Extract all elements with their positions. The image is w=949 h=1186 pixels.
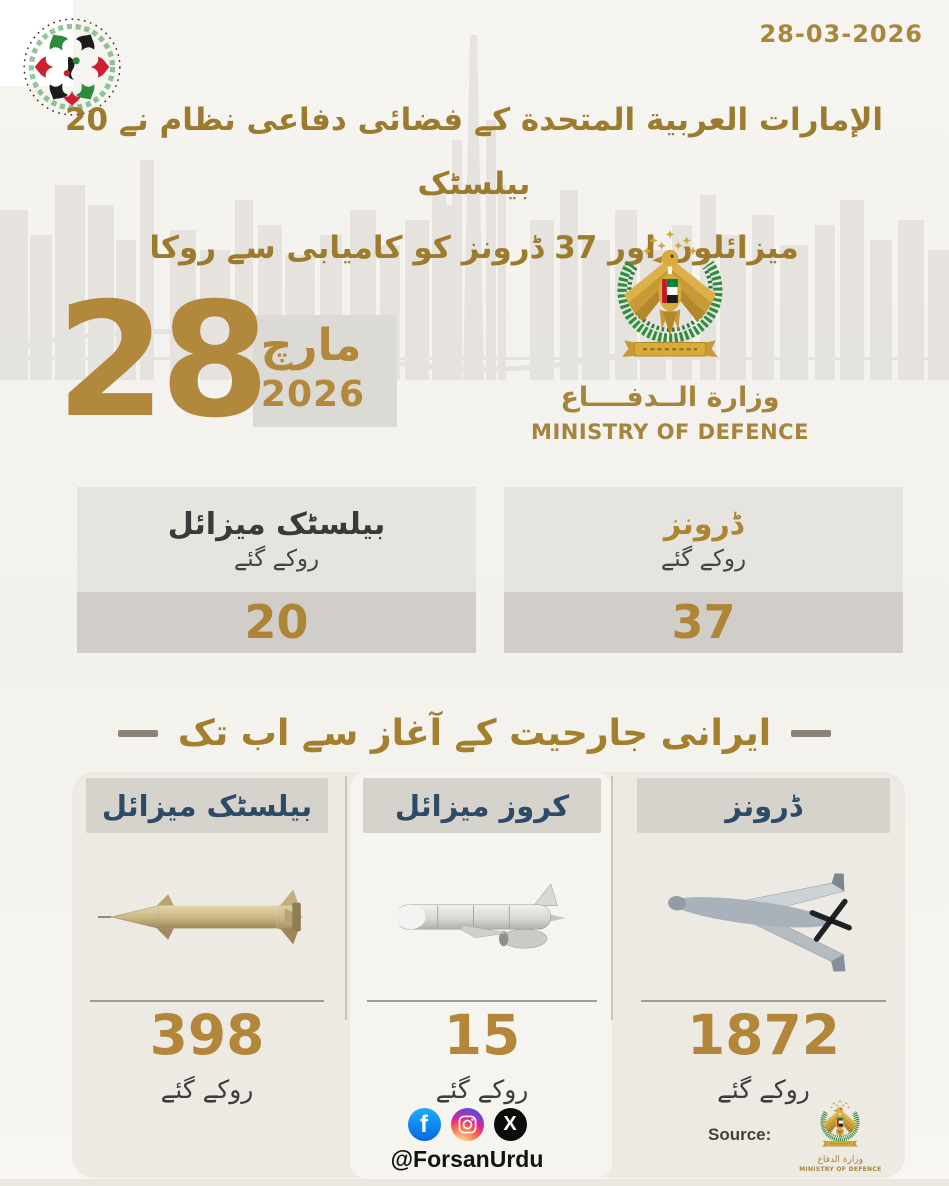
calendar-day: 28: [56, 269, 264, 453]
stat-card-drones-today: [504, 487, 903, 653]
calendar-month: مارچ: [260, 320, 362, 371]
mod-eagle-emblem-icon: [606, 226, 734, 382]
stat-title-ballistic: بیلسٹک میزائل: [167, 507, 386, 542]
separator-line: [90, 1000, 324, 1002]
title-dash-right: [118, 730, 158, 737]
column-value-ballistic: 398: [149, 1003, 265, 1067]
column-header-ballistic: بیلسٹک میزائل: [86, 778, 328, 833]
source-mod-arabic: وزارة الدفاع: [817, 1155, 864, 1165]
column-header-drones: ڈرونز: [637, 778, 891, 833]
headline-line-1: الإمارات العربية المتحدة کے فضائی دفاعی نظام نے 20 بیلسٹک: [64, 102, 884, 202]
stat-title-drones: ڈرونز: [663, 507, 744, 542]
stat-value-drones-today: 37: [671, 595, 736, 649]
section-title: ایرانی جارحیت کے آغاز سے اب تک: [177, 712, 772, 754]
cumulative-stats-panel: [72, 772, 905, 1178]
column-subtitle-intercepted: روکے گئے: [435, 1075, 529, 1104]
source-label: Source:: [708, 1125, 772, 1145]
calendar-year: 2026: [260, 374, 366, 415]
stat-card-ballistic-today: [77, 487, 476, 653]
source-mod-english: MINISTRY OF DEFENCE: [799, 1165, 882, 1173]
source-block: [708, 1098, 903, 1173]
column-divider-2: [611, 776, 613, 1020]
column-subtitle-intercepted: روکے گئے: [160, 1075, 254, 1104]
instagram-icon[interactable]: [451, 1108, 484, 1141]
shahed-drone-image: [660, 856, 868, 978]
column-ballistic: [77, 772, 337, 1178]
social-block: [382, 1108, 552, 1173]
headline-line-2: میزائلوں اور 37 ڈرونز کو کامیابی سے روکا: [149, 230, 799, 266]
mod-name-english: MINISTRY OF DEFENCE: [531, 420, 809, 444]
column-value-cruise: 15: [443, 1003, 521, 1067]
section-title-row: [0, 702, 949, 764]
stat-subtitle-intercepted: روکے گئے: [660, 546, 747, 572]
x-twitter-icon[interactable]: X: [494, 1108, 527, 1141]
stat-subtitle-intercepted: روکے گئے: [233, 546, 320, 572]
source-mod-logo: [781, 1098, 899, 1173]
column-value-drones: 1872: [686, 1003, 841, 1067]
ballistic-missile-image: [98, 885, 316, 949]
facebook-icon[interactable]: f: [408, 1108, 441, 1141]
cruise-missile-image: [383, 874, 581, 960]
bottom-border-strip: [0, 1179, 949, 1186]
separator-line: [367, 1000, 597, 1002]
column-subtitle-intercepted: روکے گئے: [717, 1075, 810, 1104]
title-dash-left: [791, 730, 831, 737]
headline: [24, 88, 924, 280]
stat-value-ballistic-today: 20: [244, 595, 309, 649]
mod-eagle-emblem-small-icon: [816, 1098, 864, 1156]
column-divider-1: [345, 776, 347, 1020]
mod-name-arabic: وزارة الــدفــــاع: [560, 382, 780, 413]
separator-line: [641, 1000, 887, 1002]
social-handle[interactable]: @ForsanUrdu: [390, 1146, 544, 1172]
post-date: 28-03-2026: [759, 20, 923, 48]
column-header-cruise: کروز میزائل: [363, 778, 601, 833]
